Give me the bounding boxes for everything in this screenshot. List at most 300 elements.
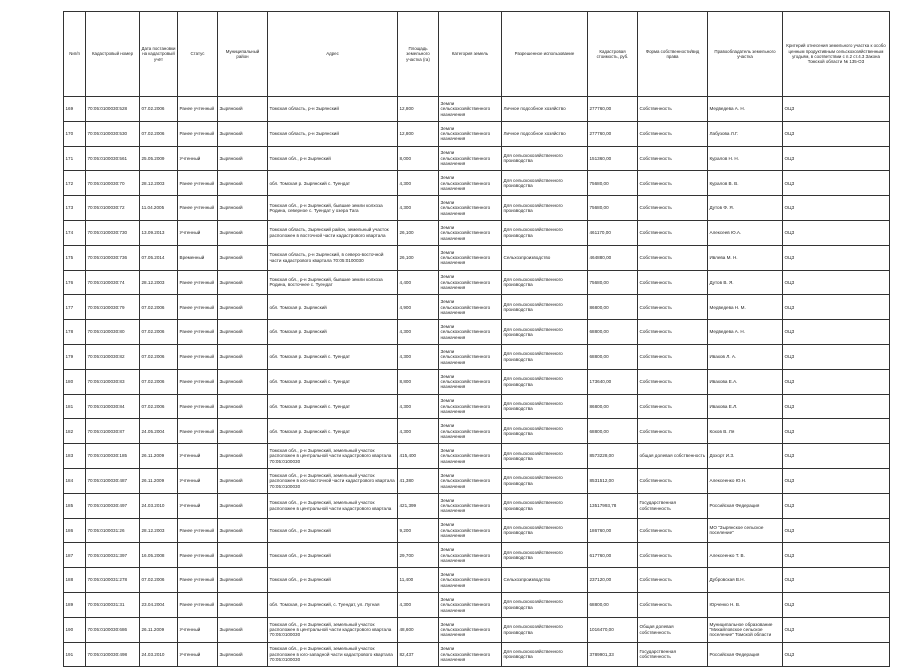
address-cell: Томская обл., р-н Зырянский, земельный участок расположен в центральной части кадастрового квартала bbox=[268, 493, 398, 518]
header-cell: Кадастровая стоимость, руб. bbox=[588, 12, 638, 97]
owner-cell: Куралов Н. Н. bbox=[708, 146, 783, 171]
area-cell: 4,300 bbox=[398, 196, 439, 221]
permitted-use-cell: Для сельскохозяйственного производства bbox=[502, 419, 588, 444]
criterion-cell: ОЦЗ bbox=[783, 270, 890, 295]
criterion-cell: ОЦЗ bbox=[783, 518, 890, 543]
permitted-use-cell: Для сельскохозяйственного производства bbox=[502, 146, 588, 171]
cadastral-number-cell: 70:05:0100031:278 bbox=[86, 568, 140, 593]
ownership-form-cell: Собственность bbox=[638, 320, 708, 345]
status-cell: Ранее учтенный bbox=[178, 568, 218, 593]
address-cell: Томская область, р-н Зырянский, в северо-восточной части кадастрового квартала 70:05:0100030 bbox=[268, 245, 398, 270]
table-row bbox=[64, 146, 890, 171]
registration-date-cell: 28.12.2003 bbox=[140, 518, 178, 543]
land-category-cell: Земли сельскохозяйственного назначения bbox=[439, 543, 502, 568]
row-number-cell: 171 bbox=[64, 146, 86, 171]
criterion-cell: ОЦЗ bbox=[783, 444, 890, 469]
registration-date-cell: 07.02.2006 bbox=[140, 568, 178, 593]
cadastral-number-cell: 70:05:0100030:487 bbox=[86, 468, 140, 493]
row-number-cell: 173 bbox=[64, 196, 86, 221]
criterion-cell: ОЦЗ bbox=[783, 617, 890, 642]
municipal-district-cell: Зырянский bbox=[218, 592, 268, 617]
row-number-cell: 181 bbox=[64, 394, 86, 419]
land-category-cell: Земли сельскохозяйственного назначения bbox=[439, 394, 502, 419]
table-row bbox=[64, 270, 890, 295]
registration-date-cell: 28.12.2003 bbox=[140, 270, 178, 295]
area-cell: 4,400 bbox=[398, 270, 439, 295]
row-number-cell: 179 bbox=[64, 344, 86, 369]
criterion-cell: ОЦЗ bbox=[783, 468, 890, 493]
permitted-use-cell: Для сельскохозяйственного производства bbox=[502, 344, 588, 369]
row-number-cell: 190 bbox=[64, 617, 86, 642]
status-cell: Учтенный bbox=[178, 468, 218, 493]
land-category-cell: Земли сельскохозяйственного назначения bbox=[439, 171, 502, 196]
row-number-cell: 170 bbox=[64, 121, 86, 146]
criterion-cell: ОЦЗ bbox=[783, 320, 890, 345]
permitted-use-cell: Для сельскохозяйственного производства bbox=[502, 270, 588, 295]
municipal-district-cell: Зырянский bbox=[218, 394, 268, 419]
ownership-form-cell: Собственность bbox=[638, 196, 708, 221]
row-number-cell: 185 bbox=[64, 493, 86, 518]
cadastral-number-cell: 70:05:0100030:83 bbox=[86, 369, 140, 394]
registration-date-cell: 07.02.2006 bbox=[140, 369, 178, 394]
area-cell: 421,399 bbox=[398, 493, 439, 518]
owner-cell: Алексеенко Ю.Н. bbox=[708, 468, 783, 493]
municipal-district-cell: Зырянский bbox=[218, 196, 268, 221]
area-cell: 12,800 bbox=[398, 121, 439, 146]
status-cell: Ранее учтенный bbox=[178, 196, 218, 221]
permitted-use-cell: Для сельскохозяйственного производства bbox=[502, 320, 588, 345]
table-row bbox=[64, 642, 890, 667]
address-cell: Томская обл., р-н Зырянский bbox=[268, 543, 398, 568]
criterion-cell: ОЦЗ bbox=[783, 220, 890, 245]
cadastral-number-cell: 70:05:0100030:528 bbox=[86, 97, 140, 122]
ownership-form-cell: Общая долевая собственность bbox=[638, 617, 708, 642]
municipal-district-cell: Зырянский bbox=[218, 617, 268, 642]
ownership-form-cell: Собственность bbox=[638, 369, 708, 394]
ownership-form-cell: Собственность bbox=[638, 468, 708, 493]
table-row bbox=[64, 468, 890, 493]
owner-cell: МО "Зырянское сельское поселение" bbox=[708, 518, 783, 543]
land-category-cell: Земли сельскохозяйственного назначения bbox=[439, 270, 502, 295]
table-row bbox=[64, 493, 890, 518]
row-number-cell: 175 bbox=[64, 245, 86, 270]
table-row bbox=[64, 617, 890, 642]
header-cell: Адрес bbox=[268, 12, 398, 97]
area-cell: 4,300 bbox=[398, 419, 439, 444]
area-cell: 26,100 bbox=[398, 245, 439, 270]
criterion-cell: ОЦЗ bbox=[783, 493, 890, 518]
row-number-cell: 186 bbox=[64, 518, 86, 543]
cadastral-number-cell: 70:05:0100031:31 bbox=[86, 592, 140, 617]
header-cell: Правообладатель земельного участка bbox=[708, 12, 783, 97]
table-row bbox=[64, 344, 890, 369]
status-cell: Ранее учтенный bbox=[178, 394, 218, 419]
municipal-district-cell: Зырянский bbox=[218, 245, 268, 270]
ownership-form-cell: общая долевая собственность bbox=[638, 444, 708, 469]
cadastral-value-cell: 464880,00 bbox=[588, 245, 638, 270]
address-cell: обл. Томская, р-н Зырянский, с. Туендат, ул. Лугная bbox=[268, 592, 398, 617]
status-cell: Ранее учтенный bbox=[178, 270, 218, 295]
cadastral-value-cell: 617760,00 bbox=[588, 543, 638, 568]
registration-date-cell: 11.04.2005 bbox=[140, 196, 178, 221]
table-row bbox=[64, 592, 890, 617]
ownership-form-cell: Собственность bbox=[638, 171, 708, 196]
criterion-cell: ОЦЗ bbox=[783, 394, 890, 419]
ownership-form-cell: Собственность bbox=[638, 419, 708, 444]
land-category-cell: Земли сельскохозяйственного назначения bbox=[439, 245, 502, 270]
municipal-district-cell: Зырянский bbox=[218, 444, 268, 469]
permitted-use-cell: Для сельскохозяйственного производства bbox=[502, 171, 588, 196]
area-cell: 4,900 bbox=[398, 295, 439, 320]
permitted-use-cell: Для сельскохозяйственного производства bbox=[502, 444, 588, 469]
status-cell: Ранее учтенный bbox=[178, 543, 218, 568]
address-cell: обл. Томская р. Зырянский bbox=[268, 320, 398, 345]
address-cell: Томская обл., р-н Зырянский, земельный участок расположен в центральной части кадастрового квартала 70:05:0100030 bbox=[268, 617, 398, 642]
address-cell: Томская область, р-н Зырянский bbox=[268, 121, 398, 146]
land-category-cell: Земли сельскохозяйственного назначения bbox=[439, 295, 502, 320]
land-category-cell: Земли сельскохозяйственного назначения bbox=[439, 146, 502, 171]
cadastral-number-cell: 70:05:0100030:185 bbox=[86, 444, 140, 469]
land-category-cell: Земли сельскохозяйственного назначения bbox=[439, 468, 502, 493]
permitted-use-cell: Личное подсобное хозяйство bbox=[502, 97, 588, 122]
cadastral-number-cell: 70:05:0100030:82 bbox=[86, 344, 140, 369]
ownership-form-cell: Собственность bbox=[638, 394, 708, 419]
criterion-cell: ОЦЗ bbox=[783, 419, 890, 444]
municipal-district-cell: Зырянский bbox=[218, 295, 268, 320]
registration-date-cell: 26.11.2009 bbox=[140, 617, 178, 642]
status-cell: Ранее учтенный bbox=[178, 344, 218, 369]
cadastral-number-cell: 70:05:0100030:84 bbox=[86, 394, 140, 419]
land-category-cell: Земли сельскохозяйственного назначения bbox=[439, 344, 502, 369]
criterion-cell: ОЦЗ bbox=[783, 295, 890, 320]
area-cell: 4,300 bbox=[398, 394, 439, 419]
ownership-form-cell: Государственная собственность bbox=[638, 642, 708, 667]
land-registry-table bbox=[63, 11, 890, 667]
permitted-use-cell: Для сельскохозяйственного производства bbox=[502, 295, 588, 320]
criterion-cell: ОЦЗ bbox=[783, 196, 890, 221]
cadastral-number-cell: 70:05:0100031:26 bbox=[86, 518, 140, 543]
municipal-district-cell: Зырянский bbox=[218, 344, 268, 369]
cadastral-value-cell: 68800,00 bbox=[588, 344, 638, 369]
area-cell: 8,800 bbox=[398, 369, 439, 394]
owner-cell: Алексеенко Т. В. bbox=[708, 543, 783, 568]
municipal-district-cell: Зырянский bbox=[218, 121, 268, 146]
permitted-use-cell: Для сельскохозяйственного производства bbox=[502, 468, 588, 493]
address-cell: Томская обл., р-н Зырянский, земельный участок расположен в центральной части кадастрового квартала 70:05:0100030 bbox=[268, 444, 398, 469]
status-cell: Учтенный bbox=[178, 642, 218, 667]
address-cell: Томская область, Зырянский район, земельный участок расположен в восточной части кадастрового квартала bbox=[268, 220, 398, 245]
municipal-district-cell: Зырянский bbox=[218, 369, 268, 394]
status-cell: Учтенный bbox=[178, 444, 218, 469]
owner-cell: Ивахова Е.Л. bbox=[708, 394, 783, 419]
municipal-district-cell: Зырянский bbox=[218, 468, 268, 493]
cadastral-number-cell: 70:05:0100030:79 bbox=[86, 295, 140, 320]
permitted-use-cell: Для сельскохозяйственного производства bbox=[502, 196, 588, 221]
ownership-form-cell: Собственность bbox=[638, 270, 708, 295]
status-cell: Ранее учтенный bbox=[178, 419, 218, 444]
cadastral-value-cell: 75680,00 bbox=[588, 270, 638, 295]
row-number-cell: 174 bbox=[64, 220, 86, 245]
table-row bbox=[64, 543, 890, 568]
cadastral-value-cell: 8573228,00 bbox=[588, 444, 638, 469]
ownership-form-cell: Собственность bbox=[638, 146, 708, 171]
header-cell: Дата постановки на кадастровый учёт bbox=[140, 12, 178, 97]
permitted-use-cell: Для сельскохозяйственного производства bbox=[502, 220, 588, 245]
owner-cell: Лабузова Л.Г. bbox=[708, 121, 783, 146]
ownership-form-cell: Собственность bbox=[638, 568, 708, 593]
cadastral-value-cell: 86800,00 bbox=[588, 295, 638, 320]
municipal-district-cell: Зырянский bbox=[218, 518, 268, 543]
criterion-cell: ОЦЗ bbox=[783, 369, 890, 394]
cadastral-number-cell: 70:05:0100030:74 bbox=[86, 270, 140, 295]
cadastral-number-cell: 70:05:0100030:530 bbox=[86, 121, 140, 146]
owner-cell: Юрченко Н. В. bbox=[708, 592, 783, 617]
criterion-cell: ОЦЗ bbox=[783, 97, 890, 122]
permitted-use-cell: Для сельскохозяйственного производства bbox=[502, 592, 588, 617]
registration-date-cell: 28.12.2003 bbox=[140, 171, 178, 196]
cadastral-number-cell: 70:05:0100030:736 bbox=[86, 245, 140, 270]
header-row bbox=[64, 12, 890, 97]
permitted-use-cell: Сельхозпроизводство bbox=[502, 568, 588, 593]
row-number-cell: 187 bbox=[64, 543, 86, 568]
owner-cell: Медведева Н. М. bbox=[708, 295, 783, 320]
status-cell: Учтенный bbox=[178, 493, 218, 518]
cadastral-value-cell: 237120,00 bbox=[588, 568, 638, 593]
row-number-cell: 169 bbox=[64, 97, 86, 122]
land-category-cell: Земли сельскохозяйственного назначения bbox=[439, 419, 502, 444]
registration-date-cell: 25.05.2009 bbox=[140, 146, 178, 171]
ownership-form-cell: Государственная собственность bbox=[638, 493, 708, 518]
table-row bbox=[64, 568, 890, 593]
cadastral-number-cell: 70:05:0100031:397 bbox=[86, 543, 140, 568]
table-row bbox=[64, 518, 890, 543]
area-cell: 4,300 bbox=[398, 320, 439, 345]
address-cell: Томская обл., р-н Зырянский, бывшие земли колхоза Родина, северное с. Туендат у озера Тага bbox=[268, 196, 398, 221]
area-cell: 12,800 bbox=[398, 97, 439, 122]
status-cell: Учтенный bbox=[178, 146, 218, 171]
table-row bbox=[64, 295, 890, 320]
permitted-use-cell: Для сельскохозяйственного производства bbox=[502, 642, 588, 667]
cadastral-number-cell: 70:05:0100030:561 bbox=[86, 146, 140, 171]
header-cell: Разрешенное использование bbox=[502, 12, 588, 97]
cadastral-number-cell: 70:05:0100030:72 bbox=[86, 196, 140, 221]
permitted-use-cell: Для сельскохозяйственного производства bbox=[502, 617, 588, 642]
status-cell: Ранее учтенный bbox=[178, 369, 218, 394]
cadastral-value-cell: 277760,00 bbox=[588, 97, 638, 122]
land-category-cell: Земли сельскохозяйственного назначения bbox=[439, 642, 502, 667]
area-cell: 9,200 bbox=[398, 518, 439, 543]
ownership-form-cell: Собственность bbox=[638, 295, 708, 320]
table-row bbox=[64, 121, 890, 146]
table-row bbox=[64, 419, 890, 444]
land-category-cell: Земли сельскохозяйственного назначения bbox=[439, 592, 502, 617]
land-category-cell: Земли сельскохозяйственного назначения bbox=[439, 617, 502, 642]
owner-cell: Кохов В. Ля bbox=[708, 419, 783, 444]
registration-date-cell: 07.02.2006 bbox=[140, 344, 178, 369]
land-category-cell: Земли сельскохозяйственного назначения bbox=[439, 196, 502, 221]
row-number-cell: 183 bbox=[64, 444, 86, 469]
land-category-cell: Земли сельскохозяйственного назначения bbox=[439, 568, 502, 593]
municipal-district-cell: Зырянский bbox=[218, 171, 268, 196]
table-row bbox=[64, 196, 890, 221]
table-row bbox=[64, 444, 890, 469]
header-cell: Форма собственности/вид права bbox=[638, 12, 708, 97]
registration-date-cell: 24.03.2010 bbox=[140, 642, 178, 667]
area-cell: 48,600 bbox=[398, 617, 439, 642]
cadastral-value-cell: 13517993,78 bbox=[588, 493, 638, 518]
area-cell: 4,300 bbox=[398, 171, 439, 196]
owner-cell: Ивахова Е.А. bbox=[708, 369, 783, 394]
area-cell: 4,300 bbox=[398, 344, 439, 369]
address-cell: обл. Томская р. Зырянский с. Туендат bbox=[268, 394, 398, 419]
registration-date-cell: 07.05.2014 bbox=[140, 245, 178, 270]
cadastral-value-cell: 86800,00 bbox=[588, 394, 638, 419]
owner-cell: Куралов В. В. bbox=[708, 171, 783, 196]
table-row bbox=[64, 369, 890, 394]
table-body bbox=[64, 97, 890, 667]
owner-cell: Медведева А. Н. bbox=[708, 320, 783, 345]
cadastral-number-cell: 70:05:0100030:497 bbox=[86, 493, 140, 518]
header-cell: Муниципальный район bbox=[218, 12, 268, 97]
permitted-use-cell: Для сельскохозяйственного производства bbox=[502, 493, 588, 518]
criterion-cell: ОЦЗ bbox=[783, 543, 890, 568]
header-cell: №п/п bbox=[64, 12, 86, 97]
owner-cell: Медведева А. Н. bbox=[708, 97, 783, 122]
header-cell: Статус bbox=[178, 12, 218, 97]
cadastral-value-cell: 75680,00 bbox=[588, 196, 638, 221]
land-category-cell: Земли сельскохозяйственного назначения bbox=[439, 493, 502, 518]
cadastral-number-cell: 70:05:0100030:498 bbox=[86, 642, 140, 667]
row-number-cell: 176 bbox=[64, 270, 86, 295]
registration-date-cell: 07.02.2006 bbox=[140, 394, 178, 419]
owner-cell: Дутов В. Я. bbox=[708, 270, 783, 295]
header-cell: Категория земель bbox=[439, 12, 502, 97]
area-cell: 11,400 bbox=[398, 568, 439, 593]
registration-date-cell: 26.11.2009 bbox=[140, 468, 178, 493]
registration-date-cell: 13.09.2013 bbox=[140, 220, 178, 245]
criterion-cell: ОЦЗ bbox=[783, 568, 890, 593]
ownership-form-cell: Собственность bbox=[638, 220, 708, 245]
land-category-cell: Земли сельскохозяйственного назначения bbox=[439, 369, 502, 394]
table-row bbox=[64, 320, 890, 345]
permitted-use-cell: Для сельскохозяйственного производства bbox=[502, 543, 588, 568]
owner-cell: Российская Федерация bbox=[708, 642, 783, 667]
owner-cell: Российская Федерация bbox=[708, 493, 783, 518]
table-row bbox=[64, 394, 890, 419]
registration-date-cell: 26.11.2009 bbox=[140, 444, 178, 469]
registration-date-cell: 07.02.2006 bbox=[140, 320, 178, 345]
address-cell: обл. Томская р. Зырянский с. Туендат bbox=[268, 171, 398, 196]
status-cell: Ранее учтенный bbox=[178, 121, 218, 146]
status-cell: Ранее учтенный bbox=[178, 97, 218, 122]
land-category-cell: Земли сельскохозяйственного назначения bbox=[439, 97, 502, 122]
header-cell: Кадастровый номер bbox=[86, 12, 140, 97]
ownership-form-cell: Собственность bbox=[638, 543, 708, 568]
cadastral-value-cell: 173640,00 bbox=[588, 369, 638, 394]
municipal-district-cell: Зырянский bbox=[218, 543, 268, 568]
table-row bbox=[64, 245, 890, 270]
address-cell: Томская обл., р-н Зырянский bbox=[268, 146, 398, 171]
area-cell: 29,700 bbox=[398, 543, 439, 568]
row-number-cell: 178 bbox=[64, 320, 86, 345]
cadastral-value-cell: 186760,00 bbox=[588, 518, 638, 543]
header-cell: Критерий отнесения земельного участка к особо ценным продуктивным сельскохозяйственным угодьям, в соответствии с п.2 ст.4.3 Закона Томской области № 135-ОЗ bbox=[783, 12, 890, 97]
ownership-form-cell: Собственность bbox=[638, 592, 708, 617]
cadastral-value-cell: 277760,00 bbox=[588, 121, 638, 146]
municipal-district-cell: Зырянский bbox=[218, 220, 268, 245]
owner-cell: Ивахов Л. А. bbox=[708, 344, 783, 369]
registration-date-cell: 07.02.2006 bbox=[140, 121, 178, 146]
address-cell: Томская область, р-н Зырянский bbox=[268, 97, 398, 122]
cadastral-value-cell: 75680,00 bbox=[588, 171, 638, 196]
municipal-district-cell: Зырянский bbox=[218, 270, 268, 295]
status-cell: Ранее учтенный bbox=[178, 295, 218, 320]
cadastral-number-cell: 70:05:0100030:87 bbox=[86, 419, 140, 444]
row-number-cell: 180 bbox=[64, 369, 86, 394]
owner-cell: Ивлева М. Н. bbox=[708, 245, 783, 270]
municipal-district-cell: Зырянский bbox=[218, 642, 268, 667]
registration-date-cell: 23.04.2004 bbox=[140, 592, 178, 617]
registration-date-cell: 16.05.2008 bbox=[140, 543, 178, 568]
status-cell: Учтенный bbox=[178, 220, 218, 245]
header-cell: Площадь земельного участка (га) bbox=[398, 12, 439, 97]
address-cell: Томская обл., р-н Зырянский bbox=[268, 518, 398, 543]
cadastral-number-cell: 70:05:0100030:686 bbox=[86, 617, 140, 642]
criterion-cell: ОЦЗ bbox=[783, 344, 890, 369]
cadastral-number-cell: 70:05:0100030:70 bbox=[86, 171, 140, 196]
registration-date-cell: 24.03.2010 bbox=[140, 493, 178, 518]
area-cell: 8,000 bbox=[398, 146, 439, 171]
cadastral-value-cell: 68800,00 bbox=[588, 592, 638, 617]
row-number-cell: 177 bbox=[64, 295, 86, 320]
registration-date-cell: 07.02.2006 bbox=[140, 97, 178, 122]
table-row bbox=[64, 220, 890, 245]
cadastral-value-cell: 8531512,00 bbox=[588, 468, 638, 493]
permitted-use-cell: Для сельскохозяйственного производства bbox=[502, 369, 588, 394]
row-number-cell: 172 bbox=[64, 171, 86, 196]
ownership-form-cell: Собственность bbox=[638, 245, 708, 270]
land-category-cell: Земли сельскохозяйственного назначения bbox=[439, 121, 502, 146]
owner-cell: Алексеев Ю.А. bbox=[708, 220, 783, 245]
ownership-form-cell: Собственность bbox=[638, 518, 708, 543]
cadastral-value-cell: 68800,00 bbox=[588, 320, 638, 345]
ownership-form-cell: Собственность bbox=[638, 97, 708, 122]
address-cell: обл. Томская р. Зырянский с. Туендат bbox=[268, 344, 398, 369]
municipal-district-cell: Зырянский bbox=[218, 146, 268, 171]
status-cell: Временный bbox=[178, 245, 218, 270]
cadastral-value-cell: 461170,00 bbox=[588, 220, 638, 245]
cadastral-value-cell: 3789901,33 bbox=[588, 642, 638, 667]
municipal-district-cell: Зырянский bbox=[218, 320, 268, 345]
land-category-cell: Земли сельскохозяйственного назначения bbox=[439, 518, 502, 543]
area-cell: 41,380 bbox=[398, 468, 439, 493]
owner-cell: Дубровская В.Н. bbox=[708, 568, 783, 593]
criterion-cell: ОЦЗ bbox=[783, 146, 890, 171]
registration-date-cell: 07.02.2006 bbox=[140, 295, 178, 320]
owner-cell: Дутов Ф. Я. bbox=[708, 196, 783, 221]
permitted-use-cell: Для сельскохозяйственного производства bbox=[502, 518, 588, 543]
owner-cell: Дохорт И.З. bbox=[708, 444, 783, 469]
cadastral-number-cell: 70:05:0100030:730 bbox=[86, 220, 140, 245]
address-cell: Томская обл., р-н Зырянский, бывшие земли колхоза Родина, восточнее с. Туендат bbox=[268, 270, 398, 295]
cadastral-value-cell: 68800,00 bbox=[588, 419, 638, 444]
row-number-cell: 188 bbox=[64, 568, 86, 593]
address-cell: Томская обл., р-н Зырянский bbox=[268, 568, 398, 593]
land-category-cell: Земли сельскохозяйственного назначения bbox=[439, 220, 502, 245]
address-cell: обл. Томская р. Зырянский с. Туендат bbox=[268, 419, 398, 444]
permitted-use-cell: Личное подсобное хозяйство bbox=[502, 121, 588, 146]
cadastral-value-cell: 1016470,00 bbox=[588, 617, 638, 642]
